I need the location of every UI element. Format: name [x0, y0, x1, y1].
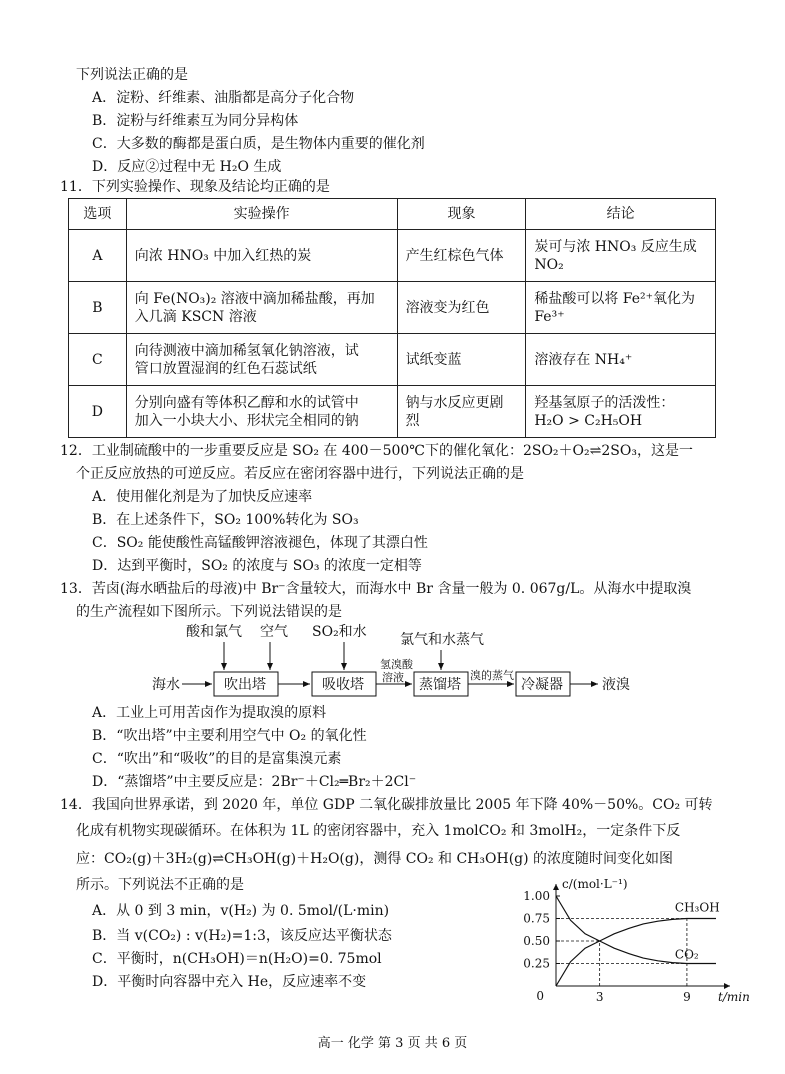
conclusion-line: 溶液存在 NH₄⁺	[534, 351, 633, 368]
flow-distillation-tower-label: 蒸馏塔	[419, 677, 461, 693]
q10-option-c: C．大多数的酶都是蛋白质，是生物体内重要的催化剂	[92, 136, 425, 152]
row-operation	[126, 334, 397, 386]
header-operation: 实验操作	[126, 199, 397, 230]
q13-line1: 13．苦卤(海水晒盐后的母液)中 Br⁻含量较大，而海水中 Br 含量一般为 0. 067g/L。从海水中提取溴	[60, 581, 692, 597]
q11-table	[68, 198, 716, 438]
q14-line3: 应：CO₂(g)＋3H₂(g)⇌CH₃OH(g)＋H₂O(g)，测得 CO₂ 和 CH₃OH(g) 的浓度随时间变化如图	[76, 851, 674, 867]
row-operation	[126, 230, 397, 282]
phenomenon-line: 产生红棕色气体	[405, 247, 504, 264]
q13-option-b: B．“吹出塔”中主要利用空气中 O₂ 的氧化性	[92, 728, 367, 744]
row-phenomenon	[397, 282, 526, 334]
row-conclusion	[526, 334, 716, 386]
x-axis-arrow	[724, 983, 730, 989]
q12-option-d: D．达到平衡时，SO₂ 的浓度与 SO₃ 的浓度一定相等	[92, 558, 422, 574]
y-tick-label: 0.25	[523, 956, 550, 971]
q14-option-b: B．当 v(CO₂) : v(H₂)=1:3，该反应达平衡状态	[92, 928, 392, 944]
q12-line1: 12．工业制硫酸中的一步重要反应是 SO₂ 在 400－500℃下的催化氧化：2SO₂＋O₂⇌2SO₃，这是一	[60, 443, 693, 459]
flow-input-acid-chlorine: 酸和氯气	[186, 624, 242, 640]
table-row	[69, 282, 716, 334]
q10-stem: 下列说法正确的是	[76, 67, 188, 83]
flow-input-chlorine-steam: 氯气和水蒸气	[400, 632, 484, 648]
y-tick-label: 0.50	[523, 934, 550, 948]
row-phenomenon	[397, 230, 526, 282]
row-phenomenon	[397, 386, 526, 438]
flow-input-air: 空气	[260, 624, 288, 640]
series-co2-label: CO₂	[674, 947, 699, 962]
conclusion-line: Fe³⁺	[534, 308, 565, 325]
operation-line: 入几滴 KSCN 溶液	[134, 308, 257, 325]
flow-hbr-label-2: 溶液	[382, 671, 404, 684]
flow-input-so2-water: SO₂和水	[312, 624, 367, 640]
q10-option-b: B．淀粉与纤维素互为同分异构体	[92, 113, 299, 129]
y-axis-arrow	[553, 884, 559, 890]
q14-line4: 所示。下列说法不正确的是	[76, 877, 244, 893]
q10-option-a: A．淀粉、纤维素、油脂都是高分子化合物	[92, 90, 355, 106]
bromine-flow-diagram	[148, 622, 648, 702]
y-tick-label: 0.75	[523, 911, 550, 926]
conclusion-line: 炭可与浓 HNO₃ 反应生成	[534, 238, 697, 255]
q12-line2: 个正反应放热的可逆反应。若反应在密闭容器中进行，下列说法正确的是	[76, 466, 524, 482]
flow-bromine-vapor-label: 溴的蒸气	[470, 669, 514, 682]
x-axis-label: t/min	[718, 990, 750, 1004]
concentration-time-chart	[506, 870, 750, 1016]
operation-line: 管口放置湿润的红色石蕊试纸	[134, 360, 317, 377]
table-row	[69, 230, 716, 282]
y-tick-label: 1.00	[523, 889, 550, 903]
flow-condenser-label: 冷凝器	[521, 677, 563, 693]
q10-option-d: D．反应②过程中无 H₂O 生成	[92, 159, 282, 175]
q14-option-c: C．平衡时，n(CH₃OH)＝n(H₂O)=0. 75mol	[92, 951, 382, 967]
operation-line: 向 Fe(NO₃)₂ 溶液中滴加稀盐酸，再加	[134, 290, 375, 307]
flow-liquid-bromine: 液溴	[602, 677, 630, 693]
phenomenon-line: 试纸变蓝	[405, 351, 462, 368]
y-axis-label: c/(mol·L⁻¹)	[562, 877, 628, 891]
x-tick-label: 3	[595, 990, 604, 1004]
table-row	[69, 334, 716, 386]
row-option: C	[69, 334, 127, 386]
table-header-row	[69, 199, 716, 230]
row-conclusion	[526, 230, 716, 282]
phenomenon-line: 溶液变为红色	[405, 299, 490, 316]
q14-line2: 化成有机物实现碳循环。在体积为 1L 的密闭容器中，充入 1molCO₂ 和 3molH₂，一定条件下反	[76, 823, 681, 839]
x-tick-label: 9	[683, 990, 691, 1004]
q12-option-a: A．使用催化剂是为了加快反应速率	[92, 489, 313, 505]
page-footer: 高一 化学 第 3 页 共 6 页	[317, 1036, 468, 1051]
row-option: A	[69, 230, 127, 282]
operation-line: 向浓 HNO₃ 中加入红热的炭	[134, 247, 312, 264]
q13-option-d: D．“蒸馏塔”中主要反应是：2Br⁻＋Cl₂═Br₂＋2Cl⁻	[92, 774, 417, 790]
q13-option-a: A．工业上可用苦卤作为提取溴的原料	[92, 705, 327, 721]
row-option: B	[69, 282, 127, 334]
q14-line1: 14．我国向世界承诺，到 2020 年，单位 GDP 二氧化碳排放量比 2005 年下降 40%－50%。CO₂ 可转	[60, 797, 713, 813]
flow-hbr-label: 氢溴酸	[380, 658, 413, 671]
conclusion-line: 羟基氢原子的活泼性：	[534, 394, 675, 411]
q14-option-a: A．从 0 到 3 min，v(H₂) 为 0. 5mol/(L·min)	[92, 903, 390, 919]
row-conclusion	[526, 282, 716, 334]
q13-option-c: C．“吹出”和“吸收”的目的是富集溴元素	[92, 751, 342, 767]
row-operation	[126, 386, 397, 438]
q12-option-b: B．在上述条件下，SO₂ 100%转化为 SO₃	[92, 512, 359, 528]
table-row	[69, 386, 716, 438]
phenomenon-line: 钠与水反应更剧	[405, 394, 504, 411]
q12-option-c: C．SO₂ 能使酸性高锰酸钾溶液褪色，体现了其漂白性	[92, 535, 428, 551]
operation-line: 加入一小块大小、形状完全相同的钠	[134, 412, 359, 429]
row-phenomenon	[397, 334, 526, 386]
q14-option-d: D．平衡时向容器中充入 He，反应速率不变	[92, 974, 367, 990]
header-conclusion: 结论	[526, 199, 716, 230]
header-option: 选项	[69, 199, 127, 230]
flow-seawater: 海水	[152, 677, 180, 693]
conclusion-line: NO₂	[534, 256, 564, 273]
conclusion-line: 稀盐酸可以将 Fe²⁺氧化为	[534, 290, 696, 307]
series-ch3oh-label: CH₃OH	[674, 900, 720, 915]
origin-label: 0	[536, 989, 544, 1003]
row-operation	[126, 282, 397, 334]
header-phenomenon: 现象	[397, 199, 526, 230]
flow-stripping-tower-label: 吹出塔	[224, 677, 266, 693]
q13-line2: 的生产流程如下图所示。下列说法错误的是	[76, 604, 342, 620]
conclusion-line: H₂O > C₂H₅OH	[534, 412, 643, 429]
row-conclusion	[526, 386, 716, 438]
operation-line: 向待测液中滴加稀氢氧化钠溶液，试	[134, 342, 359, 359]
flow-absorption-tower-label: 吸收塔	[322, 677, 364, 693]
q11-stem: 11．下列实验操作、现象及结论均正确的是	[60, 179, 330, 195]
row-option: D	[69, 386, 127, 438]
phenomenon-line: 烈	[405, 412, 420, 429]
operation-line: 分别向盛有等体积乙醇和水的试管中	[134, 394, 359, 411]
